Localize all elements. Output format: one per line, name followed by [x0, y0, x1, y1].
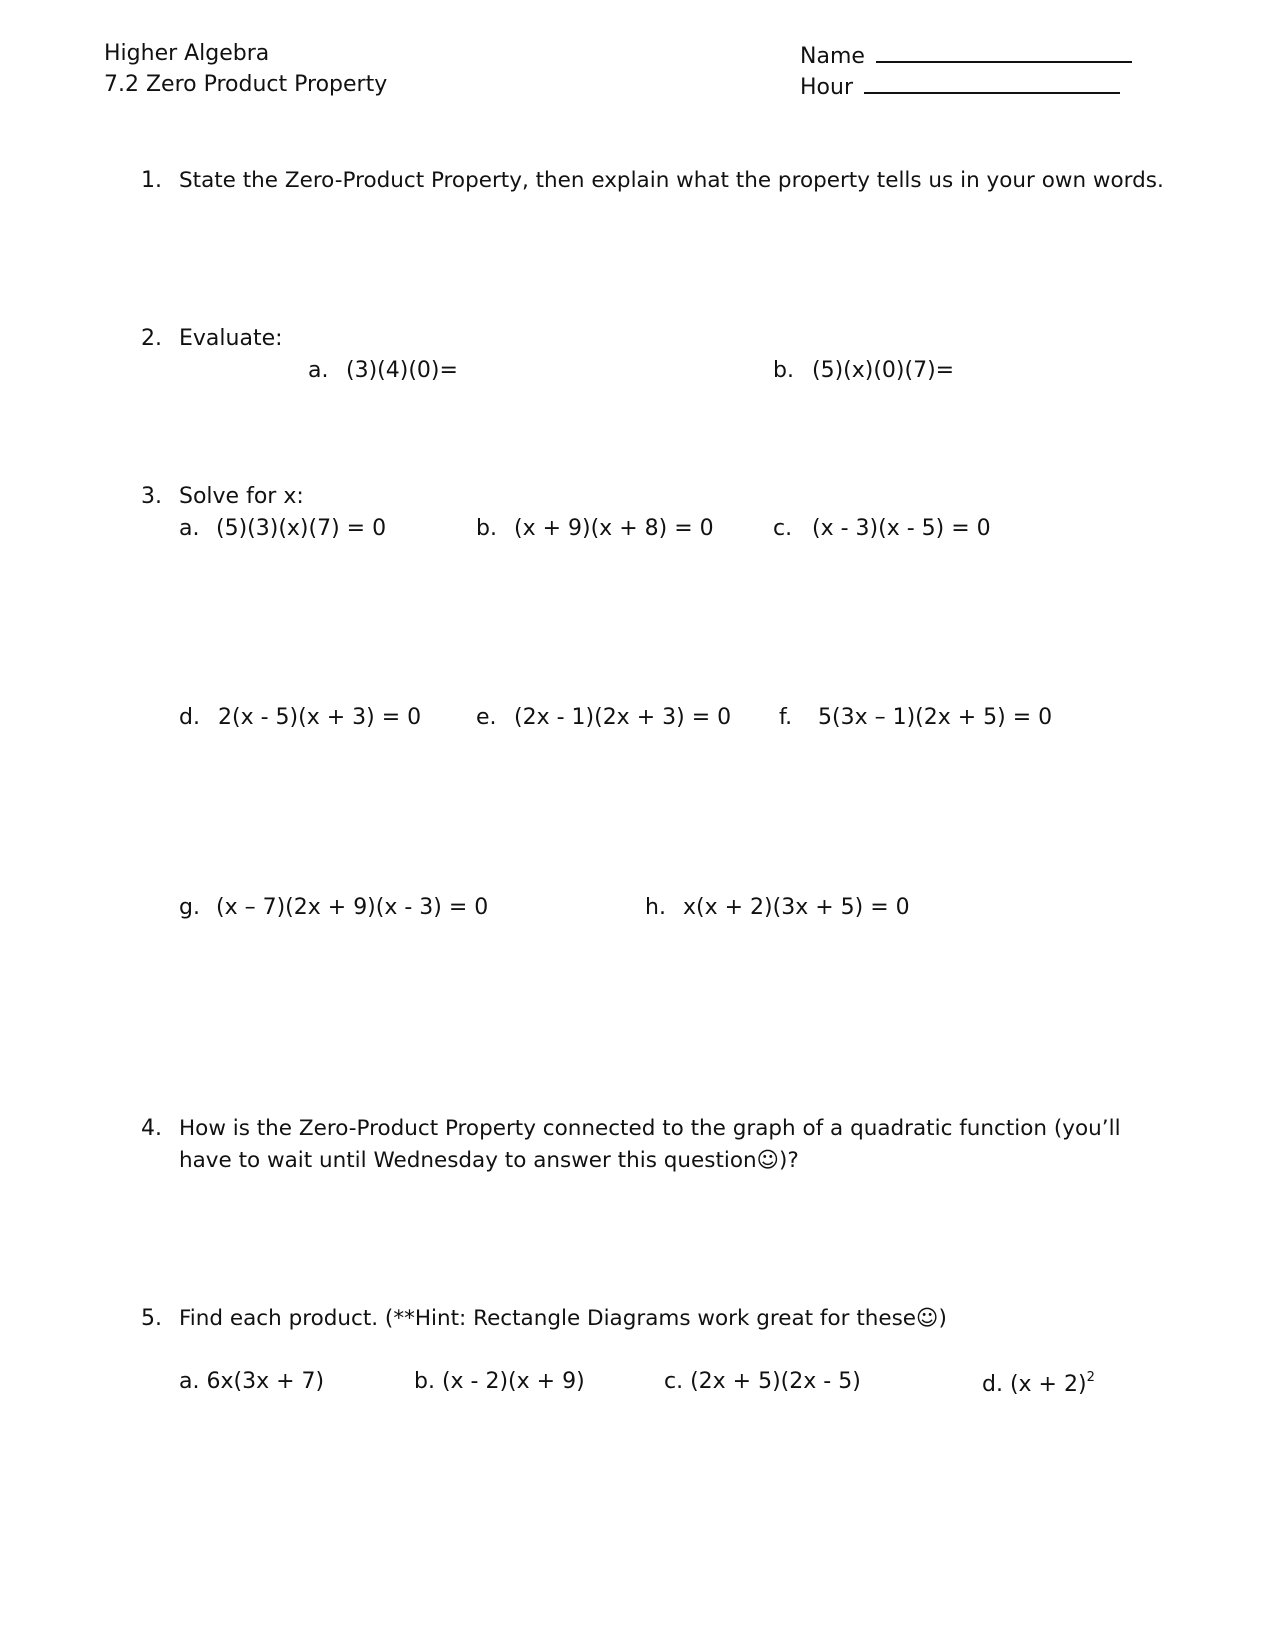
q3-item-f-expr: 5(3x – 1)(2x + 5) = 0 [818, 705, 1053, 730]
q5-item-b: b. (x - 2)(x + 9) [414, 1369, 585, 1394]
q1-number: 1. [141, 168, 162, 193]
q3-item-d-label: d. [179, 705, 200, 730]
q3-item-h-expr: x(x + 2)(3x + 5) = 0 [683, 895, 910, 920]
course-title: Higher Algebra [104, 41, 270, 66]
q2-number: 2. [141, 326, 162, 351]
q4-number: 4. [141, 1116, 162, 1141]
q2-text: Evaluate: [179, 326, 283, 351]
name-field[interactable] [800, 43, 1132, 68]
q5-item-d [982, 1371, 1095, 1396]
q5-item-c: c. (2x + 5)(2x - 5) [664, 1369, 861, 1394]
q3-item-e-label: e. [476, 705, 497, 730]
q3-item-d-expr: 2(x - 5)(x + 3) = 0 [218, 705, 422, 730]
q4-line-1: How is the Zero-Product Property connected to the graph of a quadratic function (you’ll [179, 1116, 1121, 1141]
q3-text: Solve for x: [179, 484, 304, 509]
q3-item-h-label: h. [645, 895, 666, 920]
q3-item-g-label: g. [179, 895, 200, 920]
q5-item-d-text: d. (x + 2) [982, 1372, 1087, 1397]
q5-text: Find each product. (**Hint: Rectangle Diagrams work great for these☺) [179, 1306, 947, 1331]
hour-blank[interactable] [864, 74, 1120, 94]
hour-field[interactable] [800, 74, 1120, 99]
q3-item-b-expr: (x + 9)(x + 8) = 0 [514, 516, 714, 541]
q2-item-a-expr: (3)(4)(0)= [346, 358, 458, 383]
q3-item-e-expr: (2x - 1)(2x + 3) = 0 [514, 705, 732, 730]
hour-label: Hour [800, 75, 853, 100]
q3-item-g-expr: (x – 7)(2x + 9)(x - 3) = 0 [216, 895, 489, 920]
q2-item-b-label: b. [773, 358, 794, 383]
q3-item-b-label: b. [476, 516, 497, 541]
q5-item-a: a. 6x(3x + 7) [179, 1369, 325, 1394]
q2-item-a-label: a. [308, 358, 329, 383]
q2-item-b-expr: (5)(x)(0)(7)= [812, 358, 955, 383]
name-label: Name [800, 44, 865, 69]
q3-item-a-expr: (5)(3)(x)(7) = 0 [216, 516, 387, 541]
q3-number: 3. [141, 484, 162, 509]
q3-item-a-label: a. [179, 516, 200, 541]
q3-item-f-label: f. [779, 705, 793, 730]
q5-number: 5. [141, 1306, 162, 1331]
q3-item-c-expr: (x - 3)(x - 5) = 0 [812, 516, 991, 541]
q4-line-2: have to wait until Wednesday to answer this question☺)? [179, 1148, 799, 1173]
q5-item-d-exponent: 2 [1086, 1370, 1095, 1385]
name-blank[interactable] [876, 43, 1132, 63]
q3-item-c-label: c. [773, 516, 793, 541]
q1-text: State the Zero-Product Property, then explain what the property tells us in your own words. [179, 168, 1164, 193]
lesson-title: 7.2 Zero Product Property [104, 72, 388, 97]
